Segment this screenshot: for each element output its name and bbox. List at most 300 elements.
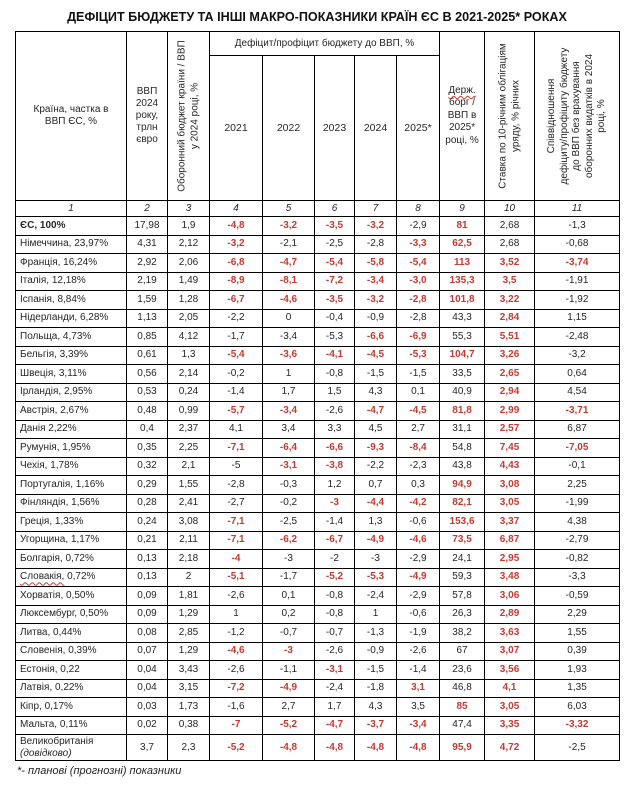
- country-cell: Словакія, 0,72%: [16, 568, 127, 587]
- cell-y2021: -7,2: [210, 679, 263, 698]
- cell-rate: 3,05: [485, 494, 535, 513]
- cell-debt: 101,8: [440, 291, 485, 310]
- cell-y2021: -1,6: [210, 698, 263, 717]
- cell-rate: 3,63: [485, 624, 535, 643]
- cell-y2022: 3,4: [263, 420, 315, 439]
- table-row: [16, 254, 620, 273]
- country-cell: Іспанія, 8,84%: [16, 291, 127, 310]
- column-index: 6: [315, 201, 355, 217]
- cell-y2022: -2,1: [263, 235, 315, 254]
- cell-y2022: -2,5: [263, 513, 315, 532]
- country-cell: Франція, 16,24%: [16, 254, 127, 273]
- cell-debt: 31,1: [440, 420, 485, 439]
- cell-y2021: -4: [210, 550, 263, 569]
- table-row: [16, 624, 620, 643]
- cell-debt: 55,3: [440, 328, 485, 347]
- table-head: [16, 32, 620, 217]
- cell-y2023: -2: [315, 550, 355, 569]
- cell-y2025: -2,3: [397, 457, 440, 476]
- cell-ratio: 0,64: [535, 365, 620, 384]
- cell-gdp: 0,53: [127, 383, 168, 402]
- cell-ratio: 1,35: [535, 679, 620, 698]
- header-defense-label: [176, 37, 201, 195]
- cell-gdp: 4,31: [127, 235, 168, 254]
- cell-y2023: -1,4: [315, 513, 355, 532]
- cell-defense: 2,18: [168, 550, 210, 569]
- cell-ratio: 4,38: [535, 513, 620, 532]
- country-cell: Болгарія, 0,72%: [16, 550, 127, 569]
- header-gdp: [127, 32, 168, 201]
- cell-rate: 3,37: [485, 513, 535, 532]
- column-index: 7: [355, 201, 397, 217]
- cell-y2023: -7,2: [315, 272, 355, 291]
- table-row: [16, 679, 620, 698]
- cell-y2023: -0,7: [315, 624, 355, 643]
- cell-y2023: -0,8: [315, 587, 355, 606]
- cell-gdp: 17,98: [127, 217, 168, 236]
- cell-rate: 5,51: [485, 328, 535, 347]
- column-index: 4: [210, 201, 263, 217]
- header-line: Оборонний бюджет країни / ВВП: [176, 40, 187, 192]
- cell-y2022: -6,4: [263, 439, 315, 458]
- cell-y2024: -2,8: [355, 235, 397, 254]
- cell-y2021: -5,4: [210, 346, 263, 365]
- cell-y2021: -6,8: [210, 254, 263, 273]
- cell-y2021: -7,1: [210, 439, 263, 458]
- page-title: ДЕФІЦИТ БЮДЖЕТУ ТА ІНШІ МАКРО-ПОКАЗНИКИ КРАЇН ЄС В 2021-2025* РОКАХ: [67, 10, 567, 24]
- cell-gdp: 0,03: [127, 698, 168, 717]
- cell-y2022: 0,2: [263, 605, 315, 624]
- cell-y2023: -3,1: [315, 661, 355, 680]
- cell-y2022: -8,1: [263, 272, 315, 291]
- cell-y2023: -4,8: [315, 735, 355, 761]
- header-line: у 2024 році, %: [188, 82, 200, 150]
- table-row: [16, 309, 620, 328]
- header-year-2025: 2025*: [397, 56, 440, 201]
- cell-y2021: -1,4: [210, 383, 263, 402]
- cell-y2024: -5,8: [355, 254, 397, 273]
- header-line: уряду, % річних: [509, 80, 521, 152]
- column-index: 10: [485, 201, 535, 217]
- header-country-label: Країна, частка в ВВП ЄС, %: [33, 104, 109, 127]
- header-line: 2025*: [448, 122, 476, 134]
- cell-y2021: -7,1: [210, 531, 263, 550]
- cell-y2024: 1: [355, 605, 397, 624]
- header-line: оборонних видатків в 2024: [583, 53, 595, 179]
- cell-y2021: -5,2: [210, 735, 263, 761]
- header-debt-label: [440, 85, 484, 148]
- cell-debt: 153,6: [440, 513, 485, 532]
- country-cell: Литва, 0,44%: [16, 624, 127, 643]
- cell-defense: 1,81: [168, 587, 210, 606]
- cell-gdp: 2,19: [127, 272, 168, 291]
- table-row: [16, 716, 620, 735]
- table-row: [16, 402, 620, 421]
- cell-y2023: -5,2: [315, 568, 355, 587]
- cell-y2024: 4,3: [355, 698, 397, 717]
- cell-y2023: -4,1: [315, 346, 355, 365]
- cell-y2025: -2,9: [397, 587, 440, 606]
- cell-ratio: 1,93: [535, 661, 620, 680]
- cell-gdp: 0,02: [127, 716, 168, 735]
- cell-rate: 3,56: [485, 661, 535, 680]
- cell-gdp: 3,7: [127, 735, 168, 761]
- cell-defense: 2,12: [168, 235, 210, 254]
- cell-rate: 3,08: [485, 476, 535, 495]
- cell-y2025: -2,8: [397, 309, 440, 328]
- table-row: [16, 587, 620, 606]
- cell-y2022: -1,1: [263, 661, 315, 680]
- header-debt: [440, 32, 485, 201]
- cell-y2023: 1,2: [315, 476, 355, 495]
- cell-y2023: -6,6: [315, 439, 355, 458]
- cell-y2023: -0,4: [315, 309, 355, 328]
- cell-defense: 2,11: [168, 531, 210, 550]
- cell-y2023: -3,5: [315, 217, 355, 236]
- country-cell: Німеччина, 23,97%: [16, 235, 127, 254]
- country-cell: Данія 2,22%: [16, 420, 127, 439]
- cell-y2022: -3,6: [263, 346, 315, 365]
- country-cell: Фінляндія, 1,56%: [16, 494, 127, 513]
- cell-defense: 2,25: [168, 439, 210, 458]
- cell-ratio: -0,1: [535, 457, 620, 476]
- cell-y2024: -3,4: [355, 272, 397, 291]
- cell-gdp: 0,61: [127, 346, 168, 365]
- cell-rate: 3,5: [485, 272, 535, 291]
- country-cell: Хорватія, 0,50%: [16, 587, 127, 606]
- cell-defense: 1,9: [168, 217, 210, 236]
- cell-y2022: 0: [263, 309, 315, 328]
- cell-y2022: -3,1: [263, 457, 315, 476]
- cell-ratio: -1,91: [535, 272, 620, 291]
- cell-y2022: -1,7: [263, 568, 315, 587]
- cell-debt: 95,9: [440, 735, 485, 761]
- column-index: 8: [397, 201, 440, 217]
- cell-y2025: -4,6: [397, 531, 440, 550]
- column-index: 2: [127, 201, 168, 217]
- cell-y2021: -2,7: [210, 494, 263, 513]
- cell-y2023: -5,3: [315, 328, 355, 347]
- cell-y2023: -6,7: [315, 531, 355, 550]
- cell-defense: 2: [168, 568, 210, 587]
- cell-rate: 3,05: [485, 698, 535, 717]
- cell-defense: 2,1: [168, 457, 210, 476]
- cell-gdp: 0,13: [127, 550, 168, 569]
- cell-y2022: 0,1: [263, 587, 315, 606]
- header-year-2021: 2021: [210, 56, 263, 201]
- header-line: році, %: [595, 99, 607, 133]
- cell-y2025: -4,8: [397, 735, 440, 761]
- cell-y2021: 4,1: [210, 420, 263, 439]
- cell-y2022: -5,2: [263, 716, 315, 735]
- cell-y2025: -4,5: [397, 402, 440, 421]
- cell-defense: 2,06: [168, 254, 210, 273]
- header-line: до ВВП без врахування: [570, 61, 582, 171]
- cell-y2025: -3,0: [397, 272, 440, 291]
- cell-gdp: 0,24: [127, 513, 168, 532]
- cell-debt: 26,3: [440, 605, 485, 624]
- header-country: [16, 32, 127, 201]
- cell-y2023: -3: [315, 494, 355, 513]
- column-index: 1: [16, 201, 127, 217]
- cell-y2023: -0,8: [315, 365, 355, 384]
- cell-y2025: -3,3: [397, 235, 440, 254]
- cell-defense: 0,24: [168, 383, 210, 402]
- table-row: [16, 235, 620, 254]
- cell-defense: 2,14: [168, 365, 210, 384]
- cell-y2024: 4,5: [355, 420, 397, 439]
- cell-y2024: -3,2: [355, 217, 397, 236]
- cell-y2022: -0,2: [263, 494, 315, 513]
- cell-y2024: -2,4: [355, 587, 397, 606]
- cell-y2022: -3: [263, 550, 315, 569]
- cell-y2024: -0,9: [355, 642, 397, 661]
- cell-y2022: -0,3: [263, 476, 315, 495]
- cell-y2023: -4,7: [315, 716, 355, 735]
- country-cell: Кіпр, 0,17%: [16, 698, 127, 717]
- country-cell: Словенія, 0,39%: [16, 642, 127, 661]
- cell-y2025: -1,9: [397, 624, 440, 643]
- table-row: [16, 457, 620, 476]
- cell-y2024: -2,2: [355, 457, 397, 476]
- cell-defense: 2,37: [168, 420, 210, 439]
- cell-rate: 2,57: [485, 420, 535, 439]
- cell-y2024: -4,8: [355, 735, 397, 761]
- cell-rate: 6,87: [485, 531, 535, 550]
- cell-y2021: -5,7: [210, 402, 263, 421]
- cell-rate: 2,68: [485, 217, 535, 236]
- cell-gdp: 0,04: [127, 679, 168, 698]
- country-cell: Чехія, 1,78%: [16, 457, 127, 476]
- cell-debt: 94,9: [440, 476, 485, 495]
- country-cell: ЄС, 100%: [16, 217, 127, 236]
- cell-rate: 3,22: [485, 291, 535, 310]
- country-cell: Естонія, 0,22: [16, 661, 127, 680]
- country-cell: Великобританія (довідково): [16, 735, 127, 761]
- header-deficit-span: Дефіцит/профіцит бюджету до ВВП, %: [210, 32, 440, 56]
- cell-ratio: -3,3: [535, 568, 620, 587]
- cell-rate: 2,65: [485, 365, 535, 384]
- cell-y2022: 1,7: [263, 383, 315, 402]
- cell-y2025: -2,9: [397, 550, 440, 569]
- cell-y2024: -1,3: [355, 624, 397, 643]
- cell-y2021: 1: [210, 605, 263, 624]
- cell-y2022: -3,4: [263, 328, 315, 347]
- cell-ratio: -1,3: [535, 217, 620, 236]
- cell-rate: 4,1: [485, 679, 535, 698]
- cell-y2024: -4,9: [355, 531, 397, 550]
- cell-rate: 2,99: [485, 402, 535, 421]
- header-ratio-label: [546, 37, 609, 195]
- cell-ratio: -3,2: [535, 346, 620, 365]
- column-index: 3: [168, 201, 210, 217]
- cell-ratio: -2,79: [535, 531, 620, 550]
- cell-y2024: -6,6: [355, 328, 397, 347]
- cell-rate: 3,48: [485, 568, 535, 587]
- cell-y2023: -2,6: [315, 642, 355, 661]
- cell-y2025: -1,4: [397, 661, 440, 680]
- cell-y2021: -2,6: [210, 661, 263, 680]
- cell-defense: 2,3: [168, 735, 210, 761]
- country-cell: Греція, 1,33%: [16, 513, 127, 532]
- header-ratio: [535, 32, 620, 201]
- cell-y2023: -0,8: [315, 605, 355, 624]
- cell-y2025: -0,6: [397, 513, 440, 532]
- footnote: *- планові (прогнозні) показники: [17, 765, 182, 777]
- header-line: Ставка по 10-річним облігаціям: [497, 43, 509, 189]
- cell-y2021: -7: [210, 716, 263, 735]
- cell-defense: 0,99: [168, 402, 210, 421]
- cell-y2025: -5,3: [397, 346, 440, 365]
- table-row: [16, 365, 620, 384]
- cell-y2021: -5: [210, 457, 263, 476]
- cell-gdp: 0,56: [127, 365, 168, 384]
- cell-y2024: -1,5: [355, 661, 397, 680]
- cell-gdp: 0,09: [127, 605, 168, 624]
- cell-y2022: -4,8: [263, 735, 315, 761]
- cell-rate: 4,72: [485, 735, 535, 761]
- cell-defense: 1,3: [168, 346, 210, 365]
- cell-y2022: -3: [263, 642, 315, 661]
- cell-y2025: -2,6: [397, 642, 440, 661]
- cell-y2021: -2,2: [210, 309, 263, 328]
- cell-y2023: 3,3: [315, 420, 355, 439]
- cell-y2021: -5,1: [210, 568, 263, 587]
- cell-debt: 135,3: [440, 272, 485, 291]
- cell-y2023: 1,7: [315, 698, 355, 717]
- cell-gdp: 0,04: [127, 661, 168, 680]
- country-cell: Нідерланди, 6,28%: [16, 309, 127, 328]
- table-row: [16, 476, 620, 495]
- cell-y2025: 0,1: [397, 383, 440, 402]
- header-line: ВВП в: [447, 109, 477, 121]
- cell-defense: 4,12: [168, 328, 210, 347]
- cell-y2025: 3,1: [397, 679, 440, 698]
- cell-gdp: 0,09: [127, 587, 168, 606]
- table-row: [16, 291, 620, 310]
- cell-defense: 2,85: [168, 624, 210, 643]
- table-row: [16, 383, 620, 402]
- cell-y2025: -5,4: [397, 254, 440, 273]
- cell-rate: 7,45: [485, 439, 535, 458]
- country-cell: Бельгія, 3,39%: [16, 346, 127, 365]
- cell-gdp: 2,92: [127, 254, 168, 273]
- cell-y2022: -0,7: [263, 624, 315, 643]
- table-row: [16, 346, 620, 365]
- cell-debt: 73,5: [440, 531, 485, 550]
- cell-ratio: 1,55: [535, 624, 620, 643]
- cell-debt: 59,3: [440, 568, 485, 587]
- cell-y2023: -5,4: [315, 254, 355, 273]
- cell-y2023: -2,5: [315, 235, 355, 254]
- cell-y2022: -6,2: [263, 531, 315, 550]
- cell-debt: 40,9: [440, 383, 485, 402]
- cell-debt: 67: [440, 642, 485, 661]
- cell-ratio: -3,71: [535, 402, 620, 421]
- cell-debt: 82,1: [440, 494, 485, 513]
- misspelled-word: Держ.: [448, 84, 476, 96]
- cell-defense: 0,38: [168, 716, 210, 735]
- cell-gdp: 0,07: [127, 642, 168, 661]
- header-line: Співвідношення: [545, 78, 557, 154]
- cell-ratio: 6,03: [535, 698, 620, 717]
- header-line: році, %: [445, 134, 479, 146]
- cell-y2021: -6,7: [210, 291, 263, 310]
- cell-ratio: 6,87: [535, 420, 620, 439]
- cell-debt: 57,8: [440, 587, 485, 606]
- cell-y2024: -4,5: [355, 346, 397, 365]
- cell-debt: 81,8: [440, 402, 485, 421]
- country-cell: Мальта, 0,11%: [16, 716, 127, 735]
- cell-debt: 47,4: [440, 716, 485, 735]
- cell-rate: 2,89: [485, 605, 535, 624]
- cell-gdp: 0,13: [127, 568, 168, 587]
- cell-y2024: -4,4: [355, 494, 397, 513]
- cell-ratio: -0,59: [535, 587, 620, 606]
- table-row: [16, 328, 620, 347]
- cell-ratio: -7,05: [535, 439, 620, 458]
- cell-y2023: 1,5: [315, 383, 355, 402]
- cell-y2022: -4,6: [263, 291, 315, 310]
- cell-debt: 43,8: [440, 457, 485, 476]
- column-index: 11: [535, 201, 620, 217]
- cell-gdp: 0,48: [127, 402, 168, 421]
- cell-defense: 1,28: [168, 291, 210, 310]
- cell-debt: 104,7: [440, 346, 485, 365]
- cell-ratio: 0,39: [535, 642, 620, 661]
- cell-y2024: 1,3: [355, 513, 397, 532]
- cell-y2024: 4,3: [355, 383, 397, 402]
- table-row: [16, 420, 620, 439]
- country-cell: Італія, 12,18%: [16, 272, 127, 291]
- cell-rate: 2,68: [485, 235, 535, 254]
- cell-defense: 1,49: [168, 272, 210, 291]
- cell-gdp: 0,4: [127, 420, 168, 439]
- cell-y2024: -1,8: [355, 679, 397, 698]
- cell-gdp: 0,21: [127, 531, 168, 550]
- country-cell: Люксембург, 0,50%: [16, 605, 127, 624]
- cell-y2021: -7,1: [210, 513, 263, 532]
- cell-y2021: -4,8: [210, 217, 263, 236]
- table-row: [16, 439, 620, 458]
- cell-rate: 3,35: [485, 716, 535, 735]
- cell-rate: 3,06: [485, 587, 535, 606]
- cell-defense: 1,55: [168, 476, 210, 495]
- cell-y2025: -0,6: [397, 605, 440, 624]
- cell-y2024: -3,2: [355, 291, 397, 310]
- cell-defense: 1,29: [168, 642, 210, 661]
- cell-debt: 113: [440, 254, 485, 273]
- cell-gdp: 0,29: [127, 476, 168, 495]
- cell-y2024: -0,9: [355, 309, 397, 328]
- cell-defense: 3,08: [168, 513, 210, 532]
- country-cell: Швеція, 3,11%: [16, 365, 127, 384]
- country-cell: Португалія, 1,16%: [16, 476, 127, 495]
- cell-y2021: -2,6: [210, 587, 263, 606]
- cell-y2021: -0,2: [210, 365, 263, 384]
- cell-debt: 43,3: [440, 309, 485, 328]
- cell-rate: 4,43: [485, 457, 535, 476]
- header-gdp-label: ВВП 2024 року, трлн євро: [135, 86, 159, 145]
- table-body: [16, 217, 620, 761]
- table-row: [16, 698, 620, 717]
- cell-y2025: -2,8: [397, 291, 440, 310]
- header-rate-label: [497, 37, 522, 195]
- cell-y2025: -1,5: [397, 365, 440, 384]
- cell-ratio: -3,74: [535, 254, 620, 273]
- cell-debt: 46,8: [440, 679, 485, 698]
- cell-gdp: 0,08: [127, 624, 168, 643]
